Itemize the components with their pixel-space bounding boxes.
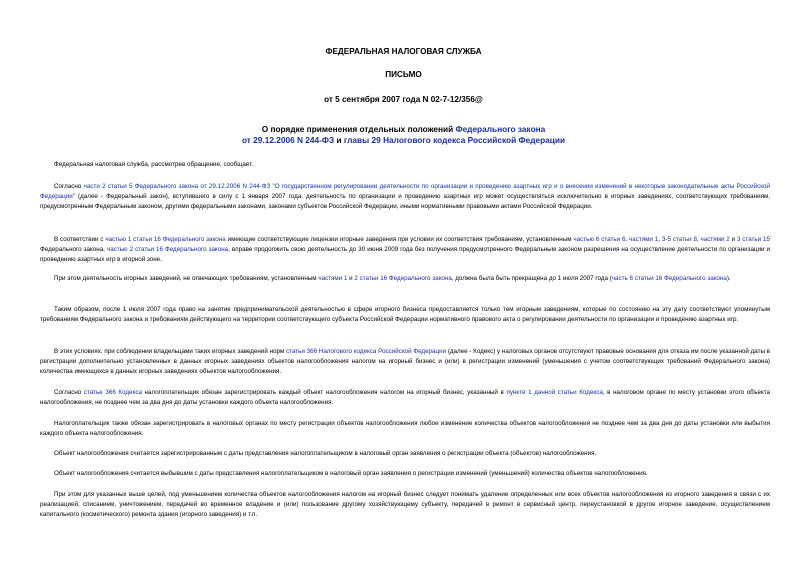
paragraph-6	[40, 347, 770, 377]
paragraph-2	[40, 182, 770, 212]
tax-code-chapter-link[interactable]: главы 29 Налогового кодекса Российской Федерации	[343, 134, 566, 145]
subject-conjunction: и	[334, 134, 344, 145]
federal-law-link[interactable]: Федерального закона	[455, 124, 546, 134]
subject-line-2	[0, 135, 807, 146]
paragraph-8	[40, 419, 770, 439]
agency-title: ФЕДЕРАЛЬНАЯ НАЛОГОВАЯ СЛУЖБА	[325, 47, 482, 56]
paragraph-3	[40, 235, 770, 265]
legal-reference-link[interactable]: 3 статьи 15	[736, 236, 770, 243]
paragraph-text: Согласно	[54, 183, 84, 190]
paragraph-text: Объект налогообложения считается зарегистрированным с даты представления налогоплательщиком в налоговый орган заявления о регистрации объекта (объектов) налогообложения.	[54, 450, 597, 457]
legal-reference-link[interactable]: частями 2	[700, 236, 730, 243]
legal-reference-link[interactable]: части 2 статьи 5 Федерального закона от 29.12.2006 N 244-ФЗ "О государственном регулировании деятельности по организации и проведению азартных игр и о внесении изменений в некоторые законодательные акты Российской Федерации"	[40, 183, 771, 200]
legal-reference-link[interactable]: частью 6 статьи 6	[573, 236, 626, 243]
paragraph-text: Объект налогообложения считается выбывшим с даты представления налогоплательщиком в налоговый орган заявления о регистрации изменений (уменьшений) количества объектов налогообложения.	[54, 470, 648, 477]
paragraph-text: При этом деятельность игорных заведений, не отвечающих требованиям, установленным	[54, 275, 319, 282]
legal-reference-link[interactable]: частями 1	[318, 275, 348, 282]
paragraph-11	[40, 490, 770, 520]
paragraph-9	[40, 449, 770, 459]
paragraph-text: Федеральная налоговая служба, рассмотрев обращение, сообщает.	[54, 161, 253, 168]
legal-reference-link[interactable]: статьи 366 Налогового кодекса Российской Федерации	[286, 348, 447, 355]
paragraph-text: В соответствии с	[54, 236, 106, 243]
paragraph-text: В этих условиях, при соблюдении владельцами таких игорных заведений норм	[54, 348, 287, 355]
legal-reference-link[interactable]: частями 1	[629, 236, 659, 243]
paragraph-text: ,	[696, 236, 701, 243]
paragraph-text: Таким образом, после 1 июля 2007 года право на занятие предпринимательской деятельностью в сфере игорного бизнеса предоставляется только тем игорным заведениям, которые по состоянию на эту дату соответствуют упомянутым требованиям Федерального закона и требованиям действующего на территории соответствующего субъекта Российской Федерации нормативного правового акта о регулировании деятельности по организации и проведению азартных игр.	[40, 306, 770, 323]
paragraph-text: Согласно	[54, 389, 84, 396]
federal-law-date-link[interactable]: от 29.12.2006 N 244-ФЗ	[241, 134, 335, 145]
paragraph-text: Налогоплательщик также обязан зарегистрировать в налоговых органах по месту регистрации объектов налогообложения любое изменение количества объектов налогообложения не позднее чем за два дня до даты установки или выбытия каждого объекта налогообложения.	[40, 420, 770, 437]
paragraph-10	[40, 469, 770, 479]
paragraph-7	[40, 388, 770, 408]
paragraph-text: , в налоговом органе по месту установки этого объекта налогообложения, не позднее чем за два дня до даты установки каждого объекта налогообложения.	[40, 389, 771, 406]
paragraph-4	[40, 274, 770, 284]
legal-reference-link[interactable]: частью 1 статьи 16 Федерального закона	[105, 236, 226, 243]
paragraph-text: ).	[726, 275, 731, 282]
document-date-number: от 5 сентября 2007 года N 02-7-12/356@	[324, 95, 483, 104]
document-type: ПИСЬМО	[385, 70, 422, 79]
paragraph-text: и	[347, 275, 355, 282]
paragraph-text: , вправе продолжить свою деятельность до 30 июня 2009 года без получения предусмотренного Федеральным законом разрешения на осуществление деятельности по организации и проведению азартных игр в игорной зоне.	[40, 246, 771, 263]
paragraph-text: ,	[658, 236, 662, 243]
legal-reference-link[interactable]: часть 6 статьи 16 Федерального закона	[611, 275, 727, 282]
legal-reference-link[interactable]: статье 366 Кодекса	[83, 389, 142, 396]
document-subject	[0, 124, 807, 145]
legal-reference-link[interactable]: пункте 1 данной статьи Кодекса	[506, 389, 603, 396]
paragraph-text: При этом для указанных выше целей, под уменьшением количества объектов налогообложения налогом на игорный бизнес следует понимать удаление определенных или всех объектов налогообложения из игорного заведения в связи с их реализацией, списанием, уничтожением, передачей во временное владение и (или) пользование другому хозяйствующему субъекту, передачей в ремонт в сервисный центр, переустановкой в другое игорное заведение, осуществлением капитального (косметического) ремонта здания (игорного заведения) и т.п.	[40, 491, 770, 518]
subject-text: О порядке применения отдельных положений	[261, 124, 456, 134]
paragraph-text: ,	[625, 236, 630, 243]
paragraph-text: имеющие соответствующие лицензии игорные заведения при условии их соответствия требованиям, установленным	[225, 236, 574, 243]
paragraph-text: и	[729, 236, 737, 243]
legal-reference-link[interactable]: 3-5 статьи 8	[661, 236, 697, 243]
paragraph-text: , должна была быть прекращена до 1 июля 2007 года (	[451, 275, 612, 282]
paragraph-5	[40, 305, 770, 325]
subject-line-1	[0, 124, 807, 135]
legal-reference-link[interactable]: частью 2 статьи 16 Федерального закона	[106, 246, 229, 253]
paragraph-text: (далее - Федеральный закон), вступившего в силу с 1 января 2007 года, деятельность по организации и проведению азартных игр может осуществляться исключительно в игорных заведениях, соответствующих требованиям, предусмотренным Федеральным законом, другими федеральными законами, законами субъектов Российской Федерации, иными нормативными правовыми актами Российской Федерации.	[40, 193, 770, 210]
paragraph-text: (далее - Кодекс) у налоговых органов отсутствуют правовые основания для отказа им после указанной даты в регистрации дополнительно установленных в данных игорных заведениях объектов налогообложения налогом на игорный бизнес и (или) в регистрации изменений (уменьшения с учетом соответствующих требований Федерального закона) количества имеющихся в данных игорных заведениях объектов налогообложения.	[40, 348, 771, 375]
paragraph-text: налогоплательщик обязан зарегистрировать каждый объект налогообложения налогом на игорный бизнес, указанный в	[141, 389, 507, 396]
paragraph-1	[40, 160, 770, 170]
paragraph-text: Федерального закона,	[40, 246, 107, 253]
legal-reference-link[interactable]: 2 статьи 16 Федерального закона	[354, 275, 452, 282]
